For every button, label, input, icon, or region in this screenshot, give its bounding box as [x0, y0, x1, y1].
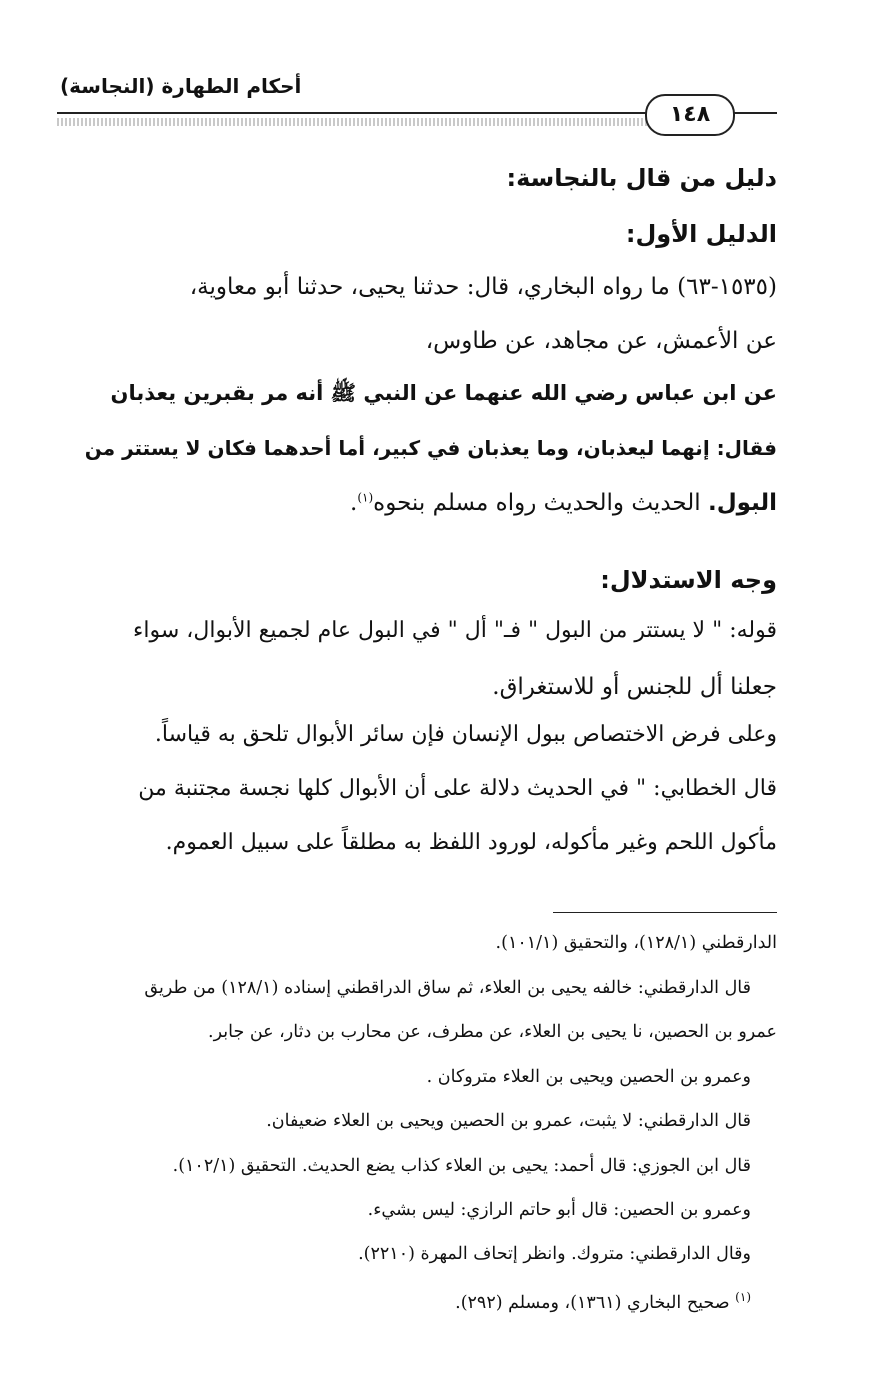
footnote-ref-1: (١) [357, 490, 374, 505]
text-line-9: قال الخطابي: " في الحديث دلالة على أن الأبوال كلها نجسة مجتنبة من [138, 776, 777, 801]
text-line-1: (١٥٣٥-٦٣) ما رواه البخاري، قال: حدثنا يحيى، حدثنا أبو معاوية، [189, 274, 777, 300]
text-line-2: عن الأعمش، عن مجاهد، عن طاوس، [425, 328, 777, 354]
text-line-5 [350, 490, 777, 516]
footnote-line-7: وعمرو بن الحصين: قال أبو حاتم الرازي: ليس بشيء. [367, 1200, 751, 1220]
hadith-source: الحديث والحديث رواه مسلم بنحوه [373, 490, 708, 516]
footnote-line-3: عمرو بن الحصين، نا يحيى بن العلاء، عن مطرف، عن محارب بن دثار، عن جابر. [208, 1022, 777, 1042]
footnote-line-5: قال الدارقطني: لا يثبت، عمرو بن الحصين ويحيى بن العلاء ضعيفان. [266, 1111, 751, 1131]
footnote-line-1: الدارقطني (١٢٨/١)، والتحقيق (١٠١/١). [495, 933, 777, 953]
heading-first-evidence: الدليل الأول: [625, 220, 777, 248]
footnote-line-2: قال الدارقطني: خالفه يحيى بن العلاء، ثم ساق الدراقطني إسناده (١٢٨/١) من طريق [144, 978, 751, 998]
footnote-separator [553, 912, 777, 913]
hadith-line-2: فقال: إنهما ليعذبان، وما يعذبان في كبير، أما أحدهما فكان لا يستتر من [84, 436, 777, 460]
hadith-line-1: عن ابن عباس رضي الله عنهما عن النبي ﷺ أنه مر بقبرين يعذبان [110, 381, 777, 405]
footnote-line-4: وعمرو بن الحصين ويحيى بن العلاء متروكان . [426, 1067, 751, 1087]
footnote-marker-1: (١) [735, 1290, 751, 1304]
hadith-end: البول. [707, 490, 777, 516]
footnote-line-8: وقال الدارقطني: متروك. وانظر إتحاف المهرة (٢٢١٠). [358, 1244, 751, 1264]
text-line-7: جعلنا أل للجنس أو للاستغراق. [492, 674, 777, 700]
running-title: أحكام الطهارة (النجاسة) [60, 74, 302, 98]
text-line-10: مأكول اللحم وغير مأكوله، لورود اللفظ به مطلقاً على سبيل العموم. [165, 830, 777, 855]
header-ornament [57, 118, 647, 126]
text-line-8: وعلى فرض الاختصاص ببول الإنسان فإن سائر الأبوال تلحق به قياساً. [154, 722, 777, 747]
footnote-text-1: صحيح البخاري (١٣٦١)، ومسلم (٢٩٢). [455, 1292, 730, 1313]
page-number: ١٤٨ [645, 94, 735, 136]
heading-inference: وجه الاستدلال: [600, 566, 777, 594]
heading-main: دليل من قال بالنجاسة: [506, 164, 777, 192]
footnote-line-6: قال ابن الجوزي: قال أحمد: يحيى بن العلاء كذاب يضع الحديث. التحقيق (١٠٢/١). [172, 1156, 751, 1176]
text-period: . [350, 490, 358, 516]
text-line-6: قوله: " لا يستتر من البول " فـ" أل " في البول عام لجميع الأبوال، سواء [133, 618, 777, 643]
footnote-line-9 [455, 1290, 751, 1313]
